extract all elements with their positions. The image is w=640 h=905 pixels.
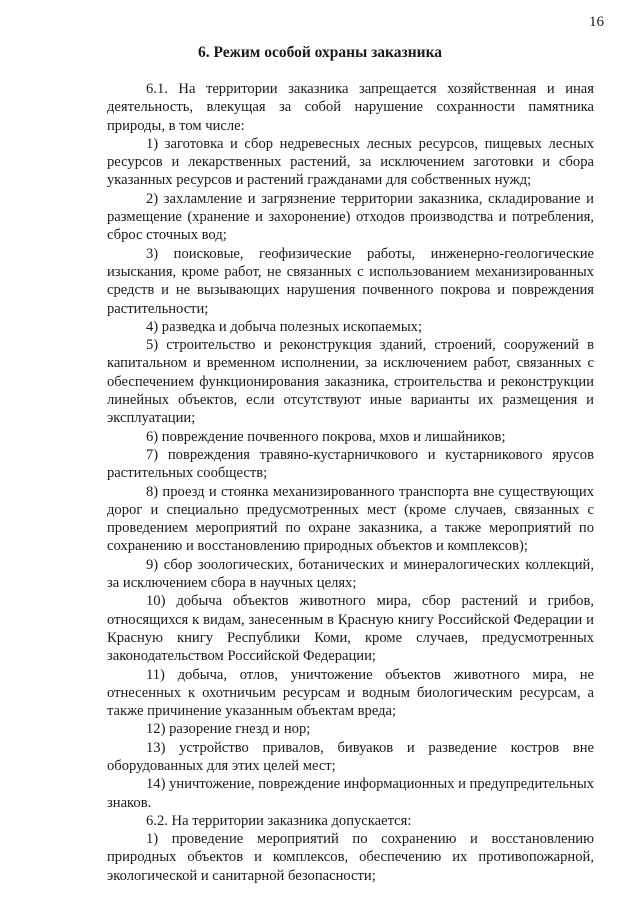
list-item-6-2-1: 1) проведение мероприятий по сохранению и восстановлению природных объектов и комплексов, обеспечению их противопожарной, экологической и санитарной безопасности; bbox=[107, 831, 594, 884]
body-text bbox=[107, 80, 594, 885]
list-item-11: 11) добыча, отлов, уничтожение объектов животного мира, не отнесенных к охотничьим ресурсам и водным биологическим ресурсам, а также причинение указанным объектам вреда; bbox=[107, 666, 594, 720]
list-item-8: 8) проезд и стоянка механизированного транспорта вне существующих дорог и специально предусмотренных мест (кроме случаев, связанных с проведением мероприятий по охране заказника, а также мероприятий по сохранению и восстановлению природных объектов и комплексов); bbox=[107, 483, 594, 555]
list-item-14: 14) уничтожение, повреждение информационных и предупредительных знаков. bbox=[107, 776, 594, 811]
list-item-7: 7) повреждения травяно-кустарничкового и кустарникового ярусов растительных сообществ; bbox=[107, 446, 594, 482]
list-item-12: 12) разорение гнезд и нор; bbox=[146, 721, 311, 738]
page-number: 16 bbox=[589, 14, 604, 30]
list-item-10: 10) добыча объектов животного мира, сбор растений и грибов, относящихся к видам, занесенным в Красную книгу Российской Федерации и Красную книгу Республики Коми, кроме случаев, предусмотренных законодательством Российской Федерации; bbox=[107, 593, 594, 665]
list-item-5: 5) строительство и реконструкция зданий, строений, сооружений в капитальном и временном исполнении, за исключением работ, связанных с обеспечением функционирования заказника, строительства и реконструкции линейных объектов, если отсутствуют иные варианты их размещения и эксплуатации; bbox=[107, 337, 594, 427]
list-item-13: 13) устройство привалов, бивуаков и разведение костров вне оборудованных для этих целей мест; bbox=[107, 739, 594, 774]
paragraph-6-2: 6.2. На территории заказника допускается: bbox=[146, 812, 412, 829]
list-item-1: 1) заготовка и сбор недревесных лесных ресурсов, пищевых лесных ресурсов и лекарственных растений, за исключением заготовки и сбора указанных ресурсов и растений гражданами для собственных нужд; bbox=[107, 135, 594, 189]
paragraph-6-1: 6.1. На территории заказника запрещается хозяйственная и иная деятельность, влекущая за собой нарушение сохранности памятника природы, в том числе: bbox=[107, 81, 594, 134]
list-item-4: 4) разведка и добыча полезных ископаемых; bbox=[146, 318, 422, 335]
section-title: 6. Режим особой охраны заказника bbox=[197, 44, 443, 61]
list-item-6: 6) повреждение почвенного покрова, мхов и лишайников; bbox=[146, 428, 506, 445]
list-item-2: 2) захламление и загрязнение территории заказника, складирование и размещение (хранение и захоронение) отходов производства и потребления, сброс сточных вод; bbox=[107, 190, 594, 244]
list-item-9: 9) сбор зоологических, ботанических и минералогических коллекций, за исключением сбора в научных целях; bbox=[107, 556, 594, 592]
list-item-3: 3) поисковые, геофизические работы, инженерно-геологические изыскания, кроме работ, не связанных с использованием механизированных средств и не вызывающих нарушения почвенного покрова и повреждения растительности; bbox=[107, 245, 594, 317]
